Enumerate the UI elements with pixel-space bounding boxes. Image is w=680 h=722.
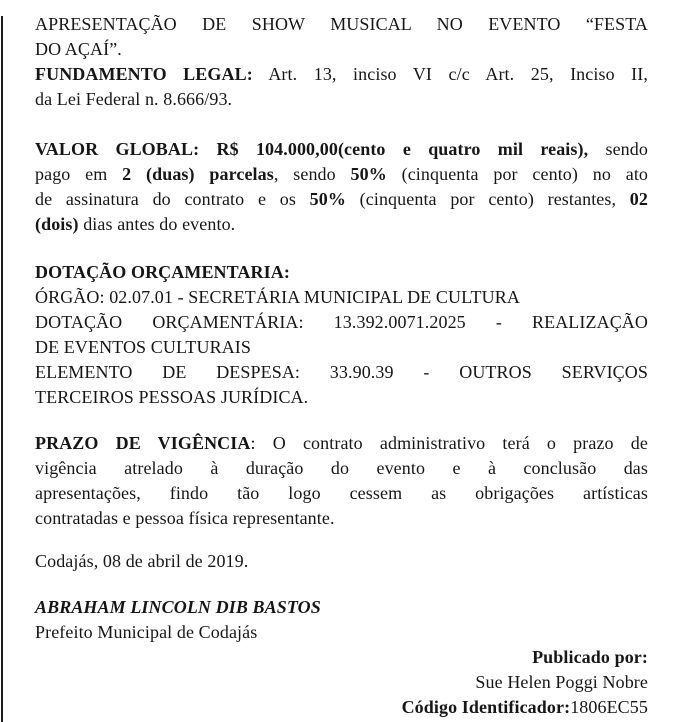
heading-dotacao-orcamentaria: DOTAÇÃO ORÇAMENTARIA: <box>35 262 290 282</box>
paragraph-fundamento-legal: FUNDAMENTO LEGAL: Art. 13, inciso VI c/c Art. 25, Inciso II, da Lei Federal n. 8.666/93. <box>35 64 648 109</box>
column-divider-line <box>1 16 3 722</box>
paragraph-dotacao-orcamentaria: DOTAÇÃO ORÇAMENTÁRIA: 13.392.0071.2025 - REALIZAÇÃO DE EVENTOS CULTURAIS <box>35 312 648 357</box>
paragraph-apresentacao: APRESENTAÇÃO DE SHOW MUSICAL NO EVENTO “FESTA DO AÇAÍ”. <box>35 14 648 59</box>
paragraph-orgao: ÓRGÃO: 02.07.01 - SECRETÁRIA MUNICIPAL DE CULTURA <box>35 287 520 307</box>
document-content <box>35 12 648 720</box>
published-by-block: Publicado por: Sue Helen Poggi Nobre Código Identificador:1806EC55 <box>401 647 648 717</box>
paragraph-valor-global: VALOR GLOBAL: R$ 104.000,00(cento e quatro mil reais), sendo pago em 2 (duas) parcelas, sendo 50% (cinquenta por cento) no ato de assinatura do contrato e os 50% (cinquenta por cento) restantes, 02 (dois) dias antes do evento. <box>35 139 649 234</box>
paragraph-prazo-vigencia: PRAZO DE VIGÊNCIA: O contrato administrativo terá o prazo de vigência atrelado à duração do evento e à conclusão das apresentações, findo tão logo cessem as obrigações artísticas contratadas e pessoa física representante. <box>35 433 648 528</box>
date-line: Codajás, 08 de abril de 2019. <box>35 551 249 571</box>
paragraph-elemento-despesa: ELEMENTO DE DESPESA: 33.90.39 - OUTROS SERVIÇOS TERCEIROS PESSOAS JURÍDICA. <box>35 362 648 407</box>
signature-block: ABRAHAM LINCOLN DIB BASTOS Prefeito Municipal de Codajás <box>35 597 321 642</box>
